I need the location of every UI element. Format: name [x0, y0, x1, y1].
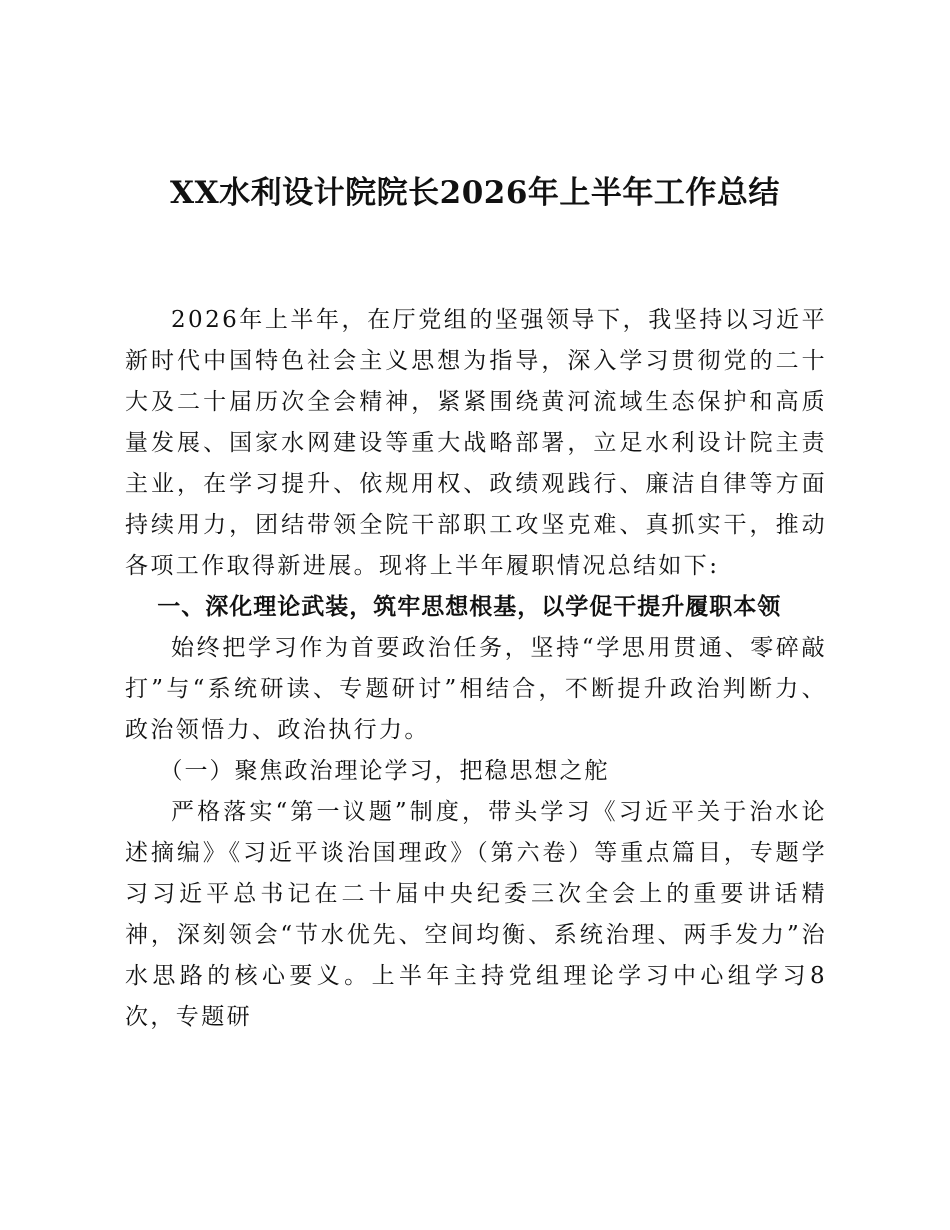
document-body [125, 300, 827, 1038]
intro-paragraph: 2026年上半年，在厅党组的坚强领导下，我坚持以习近平新时代中国特色社会主义思想为指导，深入学习贯彻党的二十大及二十届历次全会精神，紧紧围绕黄河流域生态保护和高质量发展、国家水网建设等重大战略部署，立足水利设计院主责主业，在学习提升、依规用权、政绩观践行、廉洁自律等方面持续用力，团结带领全院干部职工攻坚克难、真抓实干，推动各项工作取得新进展。现将上半年履职情况总结如下: [125, 307, 827, 579]
subsection-1-paragraph: 严格落实“第一议题”制度，带头学习《习近平关于治水论述摘编》《习近平谈治国理政》（第六卷）等重点篇目，专题学习习近平总书记在二十届中央纪委三次全会上的重要讲话精神，深刻领会“节水优先、空间均衡、系统治理、两手发力”治水思路的核心要义。上半年主持党组理论学习中心组学习8次，专题研 [125, 799, 827, 1030]
document-title: XX水利设计院院长2026年上半年工作总结 [170, 175, 780, 211]
section-heading-1: 一、深化理论武装，筑牢思想根基，以学促干提升履职本领 [157, 594, 782, 620]
section-1-paragraph: 始终把学习作为首要政治任务，坚持“学思用贯通、零碎敲打”与“系统研读、专题研讨”相结合，不断提升政治判断力、政治领悟力、政治执行力。 [125, 635, 827, 743]
subsection-heading-1: （一）聚焦政治理论学习，把稳思想之舵 [159, 758, 610, 784]
